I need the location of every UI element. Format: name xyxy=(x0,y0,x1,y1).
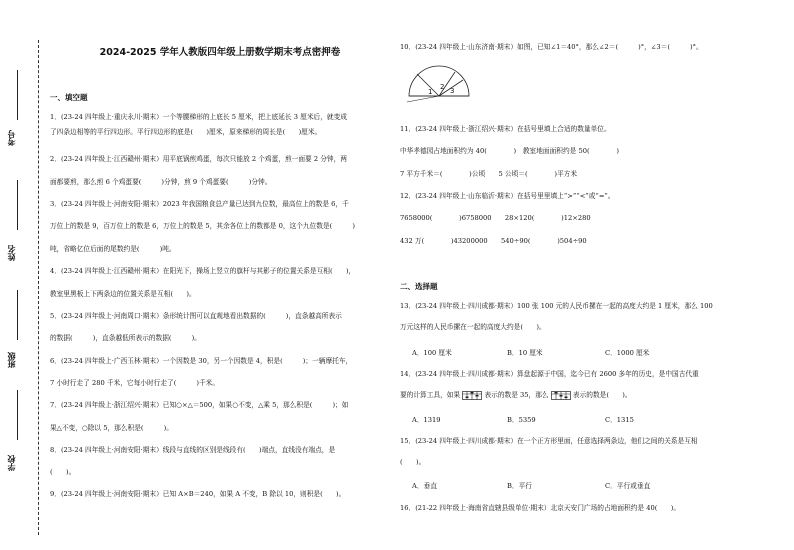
q14-text-a: 要的计算工具，如果 xyxy=(400,391,461,399)
q8-line2: ( )。 xyxy=(50,468,76,476)
q14-line1: 14．(23-24 四年级上·四川成都·期末）算盘起源于中国，迄今已有 2600 多年的历史，是中国古代重 xyxy=(400,370,699,378)
angle-3-label: 3 xyxy=(450,87,455,95)
q3-line2: 万位上的数是 9，百万位上的数是 6，万位上的数是 5，其余各位上的数都是 0，这个九位数是( ) xyxy=(50,222,355,230)
exam-number-field-line xyxy=(17,70,18,120)
q6-line1: 6．(23-24 四年级上·广西玉林·期末）一个因数是 30，另一个因数是 4，积是( )；一辆摩托车， xyxy=(50,357,353,365)
class-label: 班级 xyxy=(7,352,16,368)
q3-line3: 吨，省略亿位后面的尾数约是( )吨。 xyxy=(50,245,176,253)
q13-option-a: A．100 厘米 xyxy=(412,349,452,357)
q13-option-b: B．10 厘米 xyxy=(507,349,543,357)
section-choice-heading: 二、选择题 xyxy=(400,282,438,291)
q15-line1: 15．(23-24 四年级上·四川成都·期末）在一个正方形里面，任意选择两条边，他们之间的关系是互相 xyxy=(400,437,698,445)
q13-line1: 13．(23-24 四年级上·四川成都·期末）100 张 100 元的人民币摞在一起的高度大约是 1 厘米，那么 100 xyxy=(400,302,713,310)
q14-option-c: C．1315 xyxy=(605,416,634,424)
exam-number-label: 考号 xyxy=(7,130,16,146)
q11-line2: 中华孝德园占地面积约为 40( ) 教室地面面积约是 50( ) xyxy=(400,147,619,155)
name-label: 姓名 xyxy=(7,245,16,261)
q13-option-c: C．1000 厘米 xyxy=(605,349,650,357)
q6-line2: 7 小时行走了 280 千米，它每小时行走了( )千米。 xyxy=(50,379,220,387)
q14-line2 xyxy=(400,390,632,401)
q12-line1: 12．(23-24 四年级上·山东临沂·期末）在括号里里填上“>”“<”或“=”。 xyxy=(400,192,615,200)
q11-line3: 7 平方千米＝( )公顷 5 公顷＝( )平方米 xyxy=(400,170,578,178)
q9-line1: 9．(23-24 四年级上·河南安阳·期末）已知 A×B＝240，如果 A 不变，B 除以 10，则积是( )。 xyxy=(50,490,346,498)
q15-option-c: C．平行或垂直 xyxy=(605,482,651,490)
class-field-line xyxy=(17,290,18,340)
q12-line3: 432 万( )43200000 540÷90( )504÷90 xyxy=(400,237,587,245)
q1-line2: 了四条边相等的平行四边形。平行四边形的底是( )厘米，原来梯形的周长是( )厘米。 xyxy=(50,128,322,136)
q10-text: 10．(23-24 四年级上·山东济南·期末）如图，已知∠1＝40°，那么∠2＝( )°，∠3＝( )°。 xyxy=(400,43,703,51)
angle-1-label: 1 xyxy=(428,88,433,96)
doc-title: 2024-2025 学年人教版四年级上册数学期末考点密押卷 xyxy=(99,47,341,58)
q7-line1: 7．(23-24 四年级上·浙江绍兴·期末）已知○×△＝500，如果○不变，△乘 5，那么积是( )；如 xyxy=(50,401,349,409)
q12-line2: 7658000( )6758000 28×120( )12×280 xyxy=(400,214,591,222)
school-field-line xyxy=(17,390,18,440)
q4-line1: 4．(23-24 四年级上·江西赣州·期末）在阳光下，操场上竖立的旗杆与其影子的位置关系是互相( )， xyxy=(50,267,356,275)
q14-text-b: 表示的数是 35，那么 xyxy=(484,391,549,399)
q14-option-a: A．1319 xyxy=(412,416,441,424)
q4-line2: 教室里黑板上下两条边的位置关系是互相( )。 xyxy=(50,290,196,298)
q16-line1: 16．(21-22 四年级上·海南省直辖县级单位·期末）北京天安门广场的占地面积约是 40( )。 xyxy=(400,504,681,512)
abacus-icon xyxy=(462,391,482,400)
q8-line1: 8．(23-24 四年级上·河南安阳·期末）线段与直线的区别是线段有( )端点，直线没有端点，是 xyxy=(50,446,336,454)
q5-line2: 的数据( )，直条越低所表示的数据( )。 xyxy=(50,334,201,342)
abacus-icon xyxy=(551,391,571,400)
q2-line2: 面都要煎，那么煎 6 个鸡蛋要( )分钟，煎 9 个鸡蛋要( )分钟。 xyxy=(50,178,272,186)
q5-line1: 5．(23-24 四年级上·河南周口·期末）条形统计图可以直观地看出数据的( )，直条越高所表示 xyxy=(50,312,342,320)
name-field-line xyxy=(17,180,18,230)
q13-line2: 万元这样的人民币摞在一起的高度大约是( )。 xyxy=(400,323,546,331)
binding-dashed-line xyxy=(38,40,39,535)
section-fill-heading: 一、填空题 xyxy=(50,93,88,102)
q2-line1: 2．(23-24 四年级上·江西赣州·期末）用平底锅煎鸡蛋，每次只能放 2 个鸡蛋，煎一面要 2 分钟，两 xyxy=(50,155,347,163)
angle-2-label: 2 xyxy=(440,83,445,91)
q3-line1: 3．(23-24 四年级上·河南安阳·期末）2023 年我国粮食总产量已达到九位数，最高位上的数是 6，千 xyxy=(50,200,349,208)
q15-option-b: B．平行 xyxy=(507,482,532,490)
q11-line1: 11．(23-24 四年级上·浙江绍兴·期末）在括号里填上合适的数量单位。 xyxy=(400,125,611,133)
q14-option-b: B．5359 xyxy=(507,416,536,424)
q1-line1: 1．(23-24 四年级上·重庆永川·期末）一个等腰梯形的上底长 5 厘米，把上底延长 3 厘米后，就变成 xyxy=(50,113,347,121)
school-label: 学校 xyxy=(7,455,16,471)
q7-line2: 果△不变，○除以 5，那么积是( )。 xyxy=(50,424,173,432)
q15-option-a: A．垂直 xyxy=(412,482,437,490)
q14-text-c: 表示的数是( )。 xyxy=(572,391,632,399)
q15-line2: ( )。 xyxy=(400,458,426,466)
q10-angle-figure xyxy=(405,60,475,110)
